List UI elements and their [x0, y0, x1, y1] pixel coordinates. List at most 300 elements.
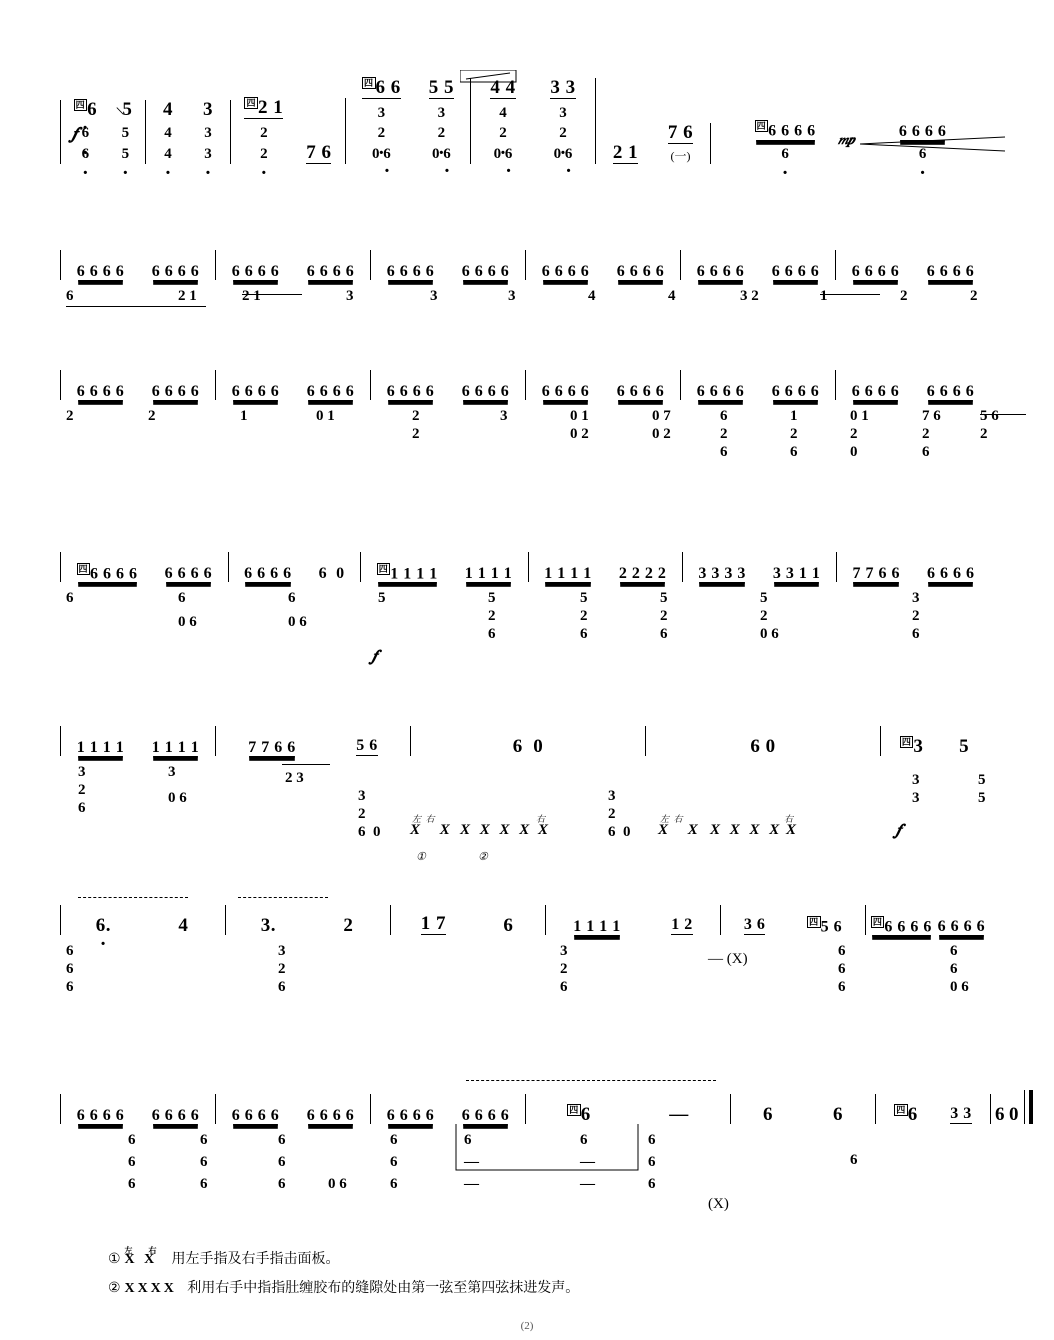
bass-line-row — [60, 280, 990, 312]
footnote-2 — [108, 1274, 579, 1303]
string-label: 四 — [872, 916, 883, 927]
melody-note: $^四$ 2 1 — [246, 97, 284, 119]
note-cell — [77, 740, 125, 756]
note-cell — [544, 566, 592, 582]
percussion-strike: X X — [410, 822, 458, 838]
bass-note: 2 1 — [242, 288, 261, 304]
melody-note: 6 — [833, 1104, 843, 1125]
string-label: 四 — [809, 916, 819, 927]
system-4 — [60, 552, 990, 682]
note-cell — [761, 1105, 775, 1124]
measure — [60, 370, 216, 400]
measure — [391, 905, 546, 935]
bass-note: 5 — [760, 590, 768, 606]
melody-note: $^四$ 3 — [901, 736, 924, 757]
bass-note: 0 6 — [950, 979, 969, 995]
bass-note: 2 — [980, 426, 988, 442]
measure — [721, 905, 866, 935]
bass-note: 2 — [912, 608, 920, 624]
note-cell — [1007, 1105, 1021, 1124]
harmonic-marker: — (X) — [708, 951, 748, 967]
melody-note: $^四$ 6 — [569, 1104, 591, 1125]
bass-note: 7 6 — [922, 408, 941, 424]
bass-note: 5 — [488, 590, 496, 606]
note-cell — [772, 264, 820, 280]
note-cell — [513, 737, 544, 756]
system-1 — [60, 78, 990, 164]
melody-note: 3 3 — [950, 1105, 972, 1122]
bass-note: 2 3 — [285, 770, 304, 786]
note-cell — [950, 1106, 972, 1124]
melody-note: 6 6 6 6 — [151, 263, 200, 280]
notation-row — [60, 78, 990, 164]
bass-note: 3 — [912, 790, 920, 806]
bass-note: 6 — [560, 979, 568, 995]
bass-block — [60, 400, 999, 500]
melody-note: 6 6 6 6 — [696, 383, 745, 400]
bass-group — [260, 123, 268, 164]
melody-note: 6 6 6 6 — [771, 383, 820, 400]
melody-note: 6 6 6 6 — [926, 383, 975, 400]
bass-note: 6 — [66, 288, 74, 304]
measure — [346, 78, 471, 164]
bass-note: 6 · — [919, 144, 927, 164]
measure — [471, 78, 596, 164]
measure — [146, 100, 231, 164]
note-cell — [77, 384, 125, 400]
note-cell — [613, 143, 638, 164]
note-cell — [152, 1108, 200, 1124]
bass-note: 6 — [128, 1176, 136, 1192]
bass-note: 4 — [499, 105, 507, 121]
melody-note: $^四$ 6 6 6 6 — [78, 563, 138, 582]
percussion-strike: X — [538, 822, 549, 838]
melody-note: 6 6 6 6 — [461, 383, 510, 400]
bass-note: 3 — [430, 288, 438, 304]
note-cell — [341, 916, 355, 935]
bass-note: 6 — [580, 1132, 588, 1148]
percussion-hand-label: 左 右 — [412, 814, 435, 824]
string-label: 四 — [896, 1104, 906, 1115]
note-cell — [161, 100, 175, 164]
repeat-marker — [671, 148, 691, 164]
glissando-line — [242, 294, 302, 295]
melody-note: 6 6 6 6 — [231, 263, 280, 280]
measure — [60, 1094, 216, 1124]
bass-note: 2 · — [559, 123, 567, 143]
bass-note: 6 — [288, 590, 296, 606]
note-cell — [501, 916, 515, 935]
bass-note: 6 0 — [358, 824, 381, 840]
system-5 — [60, 726, 990, 876]
bass-note: 2 — [970, 288, 978, 304]
bass-note: 2 — [560, 961, 568, 977]
note-cell — [619, 566, 667, 582]
footnote-1 — [108, 1245, 579, 1274]
note-cell — [248, 740, 296, 756]
note-cell — [617, 384, 665, 400]
bass-note: 2 — [790, 426, 798, 442]
footnote-text: 用左手指及右手指击面板。 — [171, 1250, 340, 1266]
measure — [231, 98, 346, 164]
note-cell — [387, 264, 435, 280]
melody-note: 4 — [163, 99, 173, 121]
measure — [226, 905, 391, 935]
melody-note: 6 6 6 6 — [771, 263, 820, 280]
bass-group — [554, 103, 573, 164]
melody-note: $^四$ 1 1 1 1 — [378, 563, 438, 582]
bass-note: 6 — [648, 1132, 656, 1148]
melody-note: 6 — [995, 1104, 1005, 1125]
melody-note: 6 6 6 6 — [151, 1107, 200, 1124]
measure — [216, 1094, 371, 1124]
tremolo-bracket — [460, 70, 518, 84]
bass-note: 6 — [950, 943, 958, 959]
measure — [526, 370, 681, 400]
final-barline — [1024, 1090, 1033, 1124]
measure — [731, 1094, 876, 1124]
bass-note: 5 — [978, 790, 986, 806]
bass-note: 3 — [377, 105, 386, 121]
bass-note: 2 — [66, 408, 74, 424]
bass-note: 2 · — [438, 123, 446, 143]
string-label: 四 — [756, 121, 767, 132]
bass-note: 6 — [200, 1176, 208, 1192]
note-cell — [429, 78, 454, 164]
melody-note: — — [669, 1104, 689, 1125]
bass-note: 6 — [128, 1154, 136, 1170]
bass-note: 6 — [390, 1132, 398, 1148]
bass-note: 6 — [720, 408, 728, 424]
footnote-marker: ② — [108, 1278, 121, 1295]
melody-note: $^四$ 6 6 — [363, 77, 401, 98]
melody-note: 1 2 — [671, 916, 693, 933]
bass-note: 2 — [660, 608, 668, 624]
bass-block — [60, 935, 990, 1035]
measure — [216, 726, 411, 756]
measure — [371, 250, 526, 280]
bass-note: 6 — [390, 1176, 398, 1192]
measure — [411, 726, 646, 756]
bass-note: 2 — [358, 806, 366, 822]
note-cell — [900, 737, 924, 756]
bass-note: 6 — [720, 444, 728, 460]
percussion-strike: X X X X — [710, 822, 783, 838]
string-label: 四 — [569, 1104, 579, 1115]
dynamic-forte: 𝆑 — [372, 648, 378, 665]
melody-note: 1 1 1 1 — [573, 918, 621, 935]
melody-note: 6 6 6 6 — [541, 383, 590, 400]
bass-note: 3 · — [204, 144, 212, 164]
bass-note: 6 · — [781, 144, 789, 164]
system-7 — [60, 1090, 1019, 1234]
bass-note: 3 — [508, 288, 516, 304]
note-cell — [755, 122, 816, 164]
note-cell — [938, 919, 986, 935]
bass-note: 3 — [78, 764, 86, 780]
bass-note: 6 — [838, 943, 846, 959]
crescendo-hairpin — [860, 136, 1010, 152]
note-cell — [697, 384, 745, 400]
melody-note: 6. · — [96, 916, 111, 935]
note-cell — [307, 1108, 355, 1124]
bass-note: 5 6 — [980, 408, 999, 424]
note-cell — [490, 78, 515, 164]
footnote-symbol-text: XXXX — [124, 1280, 177, 1296]
bass-note: 3 — [358, 788, 366, 804]
bass-group — [82, 123, 90, 164]
bass-note: 2 · — [499, 123, 507, 143]
bass-note: 1 — [820, 288, 828, 304]
bass-note: 3 — [437, 105, 446, 121]
note-cell — [261, 916, 276, 935]
bass-note: 6 — [278, 979, 286, 995]
melody-note: 5 6 — [356, 737, 378, 754]
note-cell — [377, 565, 438, 582]
melody-note: 6 6 6 6 — [151, 383, 200, 400]
bass-note: 3 — [204, 125, 212, 142]
bass-note: 0 1 — [570, 408, 589, 424]
glissando-line — [980, 414, 1026, 415]
note-cell — [356, 738, 378, 756]
string-label: 四 — [78, 563, 89, 574]
glissando-line — [282, 764, 330, 765]
melody-note: 6 6 6 6 — [76, 383, 125, 400]
melody-note: 5 — [959, 736, 970, 757]
bass-note: 6 — [278, 1176, 286, 1192]
melody-note: $^四$ 6 6 6 6 — [872, 916, 932, 935]
bass-note: 0 6 · — [554, 144, 573, 164]
bass-note: 6 — [580, 626, 588, 642]
bass-note: 2 — [608, 806, 616, 822]
glissando-line — [66, 306, 206, 307]
measure — [881, 726, 990, 756]
dynamic-mezzo-piano: 𝆐𝆏 — [838, 133, 856, 148]
measure — [60, 905, 226, 935]
system-2 — [60, 250, 990, 312]
melody-note: 1 1 1 1 — [76, 739, 125, 756]
melody-note: 2 2 2 2 — [618, 565, 667, 582]
bass-note: 0 6 — [288, 614, 307, 630]
note-cell — [201, 100, 215, 164]
measure — [361, 552, 529, 582]
bass-note: 4 — [164, 125, 172, 142]
note-cell — [993, 1105, 1007, 1124]
bass-note: 2 — [148, 408, 156, 424]
bass-note: 6 — [838, 979, 846, 995]
glissando-line — [820, 294, 880, 295]
note-cell — [831, 1105, 845, 1124]
measure — [60, 552, 229, 582]
bass-note: 2 — [850, 426, 858, 442]
measure — [60, 250, 216, 280]
melody-note: 7 7 6 6 — [248, 739, 296, 756]
note-cell — [542, 264, 590, 280]
bass-note: 3 — [912, 772, 920, 788]
bass-note: 0 2 — [652, 426, 671, 442]
note-cell — [244, 566, 292, 582]
bass-note: 6 — [278, 1132, 286, 1148]
melody-note: 7 6 — [667, 121, 694, 143]
bass-note: 6 — [178, 590, 186, 606]
melody-note: 6 6 6 6 — [244, 565, 292, 582]
note-cell — [852, 384, 900, 400]
harmonic-marker: (X) — [708, 1196, 729, 1212]
bass-note: 6 — [660, 626, 668, 642]
melody-note: 6 — [503, 915, 514, 936]
note-cell — [744, 917, 766, 935]
melody-note: 3 — [203, 99, 213, 121]
measure — [529, 552, 683, 582]
measure — [681, 370, 836, 400]
bass-group — [494, 103, 513, 164]
bass-note: 2 1 — [178, 288, 197, 304]
melody-note: 0 — [1009, 1104, 1019, 1125]
bass-block — [60, 582, 990, 682]
note-cell — [244, 98, 283, 164]
note-cell — [77, 1108, 125, 1124]
percussion-hand-label: 右 — [784, 814, 794, 824]
note-cell — [77, 264, 125, 280]
melody-note: 1 1 1 1 — [464, 565, 513, 582]
footnote-text: 利用右手中指指肚缠胶布的缝隙处由第一弦至第四弦抹进发声。 — [187, 1278, 580, 1295]
melody-note: 6 0 — [750, 736, 776, 757]
bass-note: 5 — [660, 590, 668, 606]
melody-note: $^四$ 6 6 6 6 — [756, 121, 816, 140]
percussion-hand-label: 左 右 — [660, 814, 683, 824]
notation-row — [60, 370, 990, 400]
bass-note: 0 6 — [760, 626, 779, 642]
melody-note: 6 6 6 6 — [386, 1107, 435, 1124]
footnote-symbol-text: X X — [124, 1252, 158, 1267]
melody-note: 6 6 6 6 — [164, 565, 213, 582]
bass-group — [432, 103, 451, 164]
system-6 — [60, 905, 990, 1035]
bass-note: 2 — [922, 426, 930, 442]
melody-note: 6 6 6 6 — [231, 383, 280, 400]
percussion-strike: X X X X — [460, 822, 533, 838]
melody-note: 2 1 — [612, 141, 639, 163]
bass-note: 2 — [412, 426, 420, 442]
slur-bracket — [452, 1120, 642, 1176]
note-cell — [617, 264, 665, 280]
melody-note: 6 6 6 6 — [386, 383, 435, 400]
bass-note: 5 — [978, 772, 986, 788]
melody-note: 6 6 6 6 — [461, 1107, 510, 1124]
note-cell — [152, 384, 200, 400]
bass-group — [164, 123, 172, 164]
bass-note: 3 — [559, 105, 567, 121]
bass-group — [204, 123, 212, 164]
percussion-hand-label: 右 — [536, 814, 546, 824]
melody-note: 6 6 6 6 — [851, 383, 900, 400]
bass-note: 0 2 — [570, 426, 589, 442]
bass-note: 6 — [278, 1154, 286, 1170]
bass-note: 6 — [850, 1152, 858, 1168]
note-cell — [176, 916, 190, 935]
note-cell — [852, 566, 900, 582]
measure — [836, 250, 990, 280]
note-cell — [669, 1105, 689, 1124]
note-cell — [773, 566, 821, 582]
footnotes — [108, 1245, 579, 1302]
bass-note: 3 — [278, 943, 286, 959]
bass-note: 6 — [200, 1154, 208, 1170]
notation-row — [60, 905, 990, 935]
bass-note: — — [464, 1176, 479, 1192]
bass-note: 6 — [922, 444, 930, 460]
measure — [229, 552, 362, 582]
note-cell — [307, 384, 355, 400]
page-number: (2) — [520, 1320, 534, 1332]
bass-note: 6 — [838, 961, 846, 977]
bass-note: 2 · — [260, 144, 268, 164]
melody-note: 6 0 — [318, 565, 345, 582]
notation-row — [60, 552, 990, 582]
bass-note: 3 — [560, 943, 568, 959]
melody-note: 6 6 6 6 — [616, 383, 665, 400]
note-cell — [96, 916, 111, 935]
melody-note: 7 6 — [306, 141, 332, 163]
string-label: 四 — [363, 77, 374, 88]
note-cell — [306, 143, 331, 164]
bass-note: 3 — [912, 590, 920, 606]
note-cell — [465, 566, 513, 582]
ending-label: (一) — [670, 148, 691, 163]
footnote-symbol — [124, 1246, 164, 1267]
bass-note: 2 · — [378, 123, 386, 143]
melody-note: 3 6 — [743, 916, 766, 933]
bass-and-percussion-block — [60, 756, 990, 876]
footnote-ruby: 左 右 — [124, 1246, 164, 1255]
note-cell — [542, 384, 590, 400]
footnote-symbol — [124, 1281, 183, 1296]
note-cell — [927, 566, 975, 582]
melody-note: 6 6 6 6 — [306, 263, 355, 280]
note-cell — [152, 264, 200, 280]
footnote-ref-2: ② — [478, 851, 488, 863]
measure — [837, 552, 990, 582]
melody-note: 6 6 6 6 — [541, 263, 590, 280]
note-cell — [232, 384, 280, 400]
bass-note: 2 — [580, 608, 588, 624]
melody-note: 6 6 6 6 — [386, 263, 435, 280]
measure — [60, 726, 216, 756]
note-cell — [698, 566, 746, 582]
melody-note: 6 6 6 6 — [851, 263, 900, 280]
footnote-marker: ① — [108, 1250, 121, 1266]
bass-group — [372, 103, 391, 164]
bass-note: 6 — [488, 626, 496, 642]
bass-note: 1 — [240, 408, 248, 424]
bass-note: 1 — [790, 408, 798, 424]
note-cell — [421, 914, 446, 935]
note-cell — [165, 566, 213, 582]
melody-note: 4 4 — [490, 77, 516, 98]
bass-note: 0 1 — [316, 408, 335, 424]
measure — [866, 905, 990, 935]
melody-note: $^四$ 5 6 — [809, 916, 843, 935]
melody-note: 6 6 6 6 — [926, 263, 975, 280]
note-cell — [550, 78, 575, 164]
bass-note: 6 · — [82, 123, 90, 143]
percussion-strike: X X — [658, 822, 706, 838]
bass-note: 2 — [412, 408, 420, 424]
measure — [596, 123, 711, 164]
bass-note: 3 — [346, 288, 354, 304]
note-cell — [927, 264, 975, 280]
note-cell — [750, 737, 775, 756]
